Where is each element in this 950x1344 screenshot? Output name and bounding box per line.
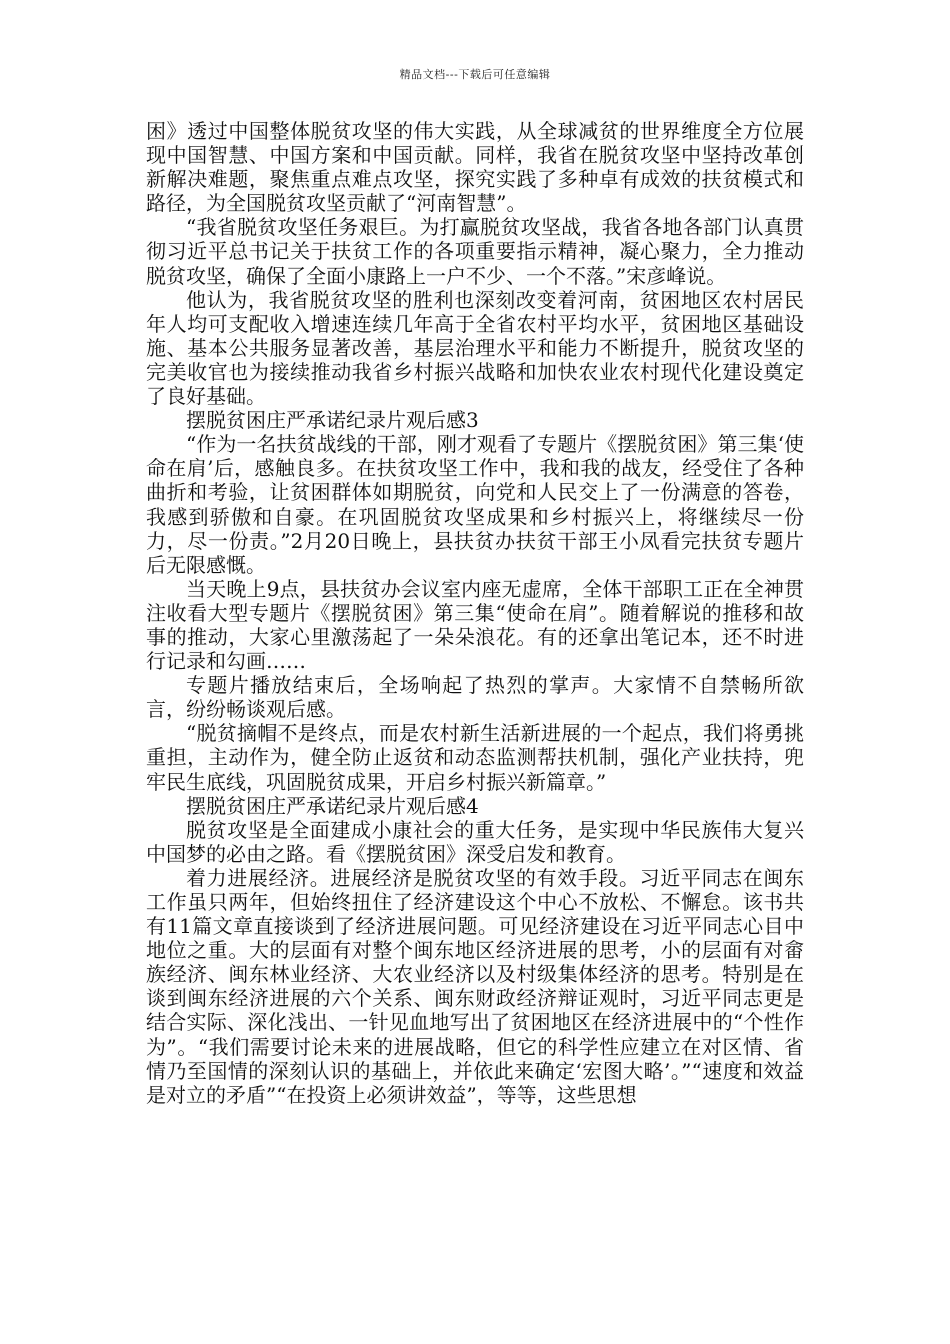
document-body [146, 119, 804, 1107]
paragraph: “作为一名扶贫战线的干部，刚才观看了专题片《摆脱贫困》第三集‘使命在肩’后，感触良多。在扶贫攻坚工作中，我和我的战友，经受住了各种曲折和考验，让贫困群体如期脱贫，向党和人民交上了一份满意的答卷，我感到骄傲和自豪。在巩固脱贫攻坚成果和乡村振兴上，将继续尽一份力，尽一份责。”2月20日晚上，县扶贫办扶贫干部王小凤看完扶贫专题片后无限感慨。 [146, 432, 804, 577]
paragraph: 着力进展经济。进展经济是脱贫攻坚的有效手段。习近平同志在闽东工作虽只两年，但始终扭住了经济建设这个中心不放松、不懈怠。该书共有11篇文章直接谈到了经济进展问题。可见经济建设在习近平同志心目中地位之重。大的层面有对整个闽东地区经济进展的思考，小的层面有对畲族经济、闽东林业经济、大农业经济以及村级集体经济的思考。特别是在谈到闽东经济进展的六个关系、闽东财政经济辩证观时，习近平同志更是结合实际、深化浅出、一针见血地写出了贫困地区在经济进展中的“个性作为”。“我们需要讨论未来的进展战略，但它的科学性应建立在对区情、省情乃至国情的深刻认识的基础上，并依此来确定‘宏图大略’。”“速度和效益是对立的矛盾”“在投资上必须讲效益”，等等，这些思想 [146, 865, 804, 1107]
paragraph: 专题片播放结束后，全场响起了热烈的掌声。大家情不自禁畅所欲言，纷纷畅谈观后感。 [146, 673, 804, 722]
paragraph: 他认为，我省脱贫攻坚的胜利也深刻改变着河南，贫困地区农村居民年人均可支配收入增速连续几年高于全省农村平均水平，贫困地区基础设施、基本公共服务显著改善，基层治理水平和能力不断提升，脱贫攻坚的完美收官也为接续推动我省乡村振兴战略和加快农业农村现代化建设奠定了良好基础。 [146, 287, 804, 409]
section-heading: 摆脱贫困庄严承诺纪录片观后感4 [186, 793, 479, 818]
paragraph: 困》透过中国整体脱贫攻坚的伟大实践，从全球减贫的世界维度全方位展现中国智慧、中国方案和中国贡献。同样，我省在脱贫攻坚中坚持改革创新解决难题，聚焦重点难点攻坚，探究实践了多种卓有成效的扶贫模式和路径，为全国脱贫攻坚贡献了“河南智慧”。 [146, 119, 804, 216]
page-header: 精品文档---下载后可任意编辑 [399, 68, 551, 81]
paragraph: 当天晚上9点，县扶贫办会议室内座无虚席，全体干部职工正在全神贯注收看大型专题片《摆脱贫困》第三集“使命在肩”。随着解说的推移和故事的推动，大家心里激荡起了一朵朵浪花。有的还拿出笔记本，还不时进行记录和勾画…… [146, 576, 804, 674]
paragraph: “脱贫摘帽不是终点，而是农村新生活新进展的一个起点，我们将勇挑重担，主动作为，健全防止返贫和动态监测帮扶机制，强化产业扶持，兜牢民生底线，巩固脱贫成果，开启乡村振兴新篇章。” [146, 721, 804, 794]
paragraph: “我省脱贫攻坚任务艰巨。为打赢脱贫攻坚战，我省各地各部门认真贯彻习近平总书记关于扶贫工作的各项重要指示精神，凝心聚力，全力推动脱贫攻坚，确保了全面小康路上一户不少、一个不落。”宋彦峰说。 [146, 215, 804, 288]
paragraph: 脱贫攻坚是全面建成小康社会的重大任务，是实现中华民族伟大复兴中国梦的必由之路。看《摆脱贫困》深受启发和教育。 [146, 817, 804, 866]
section-heading: 摆脱贫困庄严承诺纪录片观后感3 [186, 408, 479, 433]
